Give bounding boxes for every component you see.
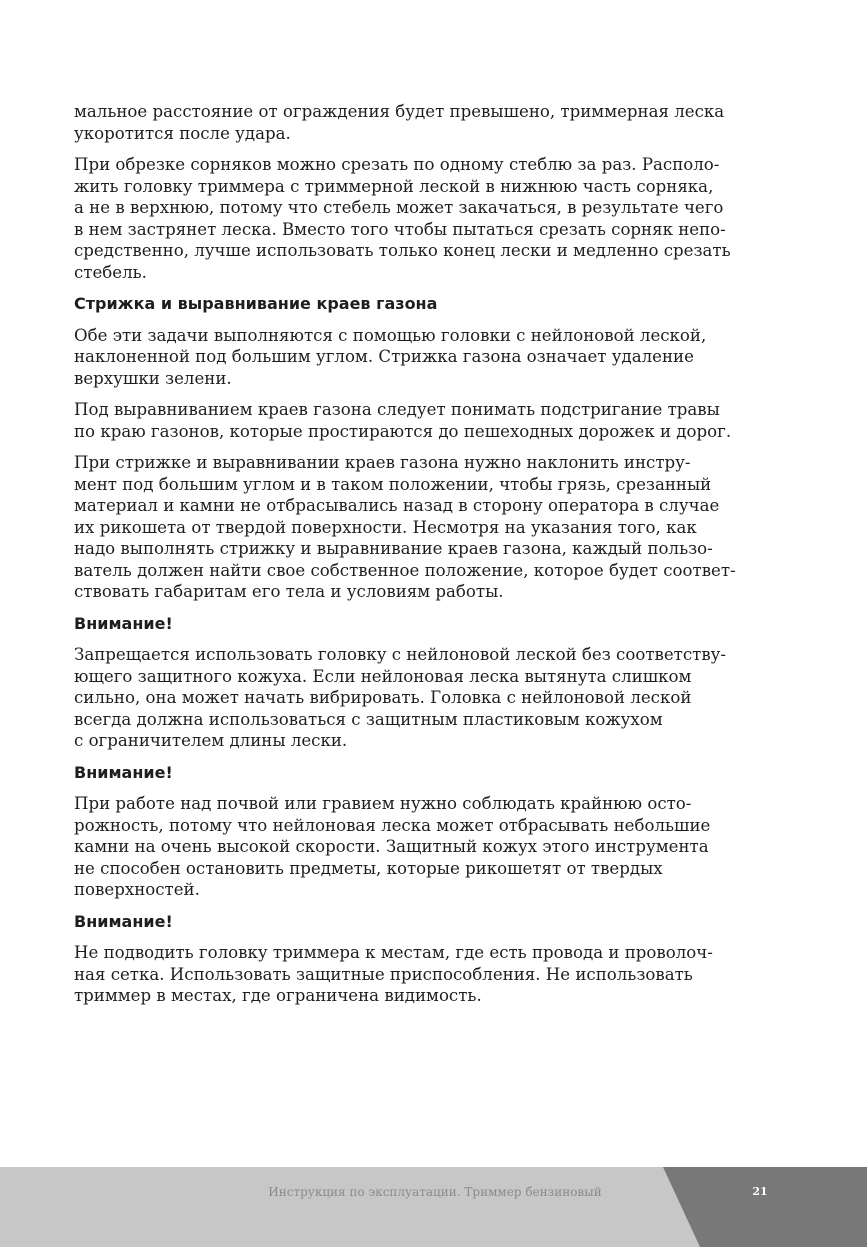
text-line: поверхностей. [74, 880, 200, 899]
text-line: их рикошета от твердой поверхности. Несмотря на указания того, как [74, 517, 697, 537]
text-line: Внимание! [74, 613, 173, 633]
section-heading [74, 911, 774, 933]
text-line: по краю газонов, которые простираются до пешеходных дорожек и дорог. [74, 421, 732, 441]
section-heading [74, 762, 774, 784]
section-heading [74, 613, 774, 635]
text-line: Внимание! [74, 911, 173, 931]
paragraph [74, 644, 774, 752]
text-line: укоротится после удара. [74, 123, 291, 143]
text-line: материал и камни не отбрасывались назад в сторону оператора в случае [74, 496, 720, 515]
document-body [74, 101, 774, 1017]
text-line: в нем застрянет леска. Вместо того чтобы пытаться срезать сорняк непо- [74, 219, 726, 239]
text-line: Обе эти задачи выполняются с помощью головки с нейлоновой леской, [74, 325, 707, 345]
text-line: сильно, она может начать вибрировать. Головка с нейлоновой леской [74, 688, 692, 707]
text-line: Не подводить головку триммера к местам, где есть провода и проволоч- [74, 943, 713, 962]
text-line: не способен остановить предметы, которые рикошетят от твердых [74, 858, 663, 878]
page-footer [0, 1167, 867, 1247]
text-line: жить головку триммера с триммерной леской в нижнюю часть сорняка, [74, 176, 714, 196]
text-line: надо выполнять стрижку и выравнивание краев газона, каждый пользо- [74, 539, 713, 558]
text-line: ющего защитного кожуха. Если нейлоновая леска вытянута слишком [74, 666, 692, 686]
paragraph [74, 793, 774, 901]
text-line: стебель. [74, 262, 147, 282]
text-line: При обрезке сорняков можно срезать по одному стеблю за раз. Располо- [74, 155, 720, 174]
text-line: ная сетка. Использовать защитные приспособления. Не использовать [74, 964, 693, 984]
text-line: с ограничителем длины лески. [74, 731, 348, 750]
text-line: камни на очень высокой скорости. Защитный кожух этого инструмента [74, 837, 709, 856]
text-line: мент под большим углом и в таком положении, чтобы грязь, срезанный [74, 474, 712, 494]
text-line: Запрещается использовать головку с нейлоновой леской без соответству- [74, 645, 727, 664]
paragraph [74, 452, 774, 603]
text-line: При работе над почвой или гравием нужно соблюдать крайнюю осто- [74, 794, 692, 813]
text-line: наклоненной под большим углом. Стрижка газона означает удаление [74, 347, 694, 366]
paragraph [74, 325, 774, 390]
text-line: рожность, потому что нейлоновая леска может отбрасывать небольшие [74, 815, 711, 835]
text-line: а не в верхнюю, потому что стебель может закачаться, в результате чего [74, 198, 724, 217]
text-line: Стрижка и выравнивание краев газона [74, 294, 438, 313]
text-line: мальное расстояние от ограждения будет превышено, триммерная леска [74, 102, 725, 121]
section-heading [74, 293, 774, 315]
footer-dark-band [0, 1167, 867, 1247]
paragraph [74, 399, 774, 442]
paragraph [74, 942, 774, 1007]
text-line: верхушки зелени. [74, 368, 232, 388]
text-line: средственно, лучше использовать только конец лески и медленно срезать [74, 241, 731, 260]
text-line: При стрижке и выравнивании краев газона нужно наклонить инстру- [74, 453, 691, 472]
text-line: Под выравниванием краев газона следует понимать подстригание травы [74, 400, 720, 419]
text-line: всегда должна использоваться с защитным пластиковым кожухом [74, 709, 663, 729]
footer-title: Инструкция по эксплуатации. Триммер бензиновый [268, 1185, 602, 1199]
text-line: ватель должен найти свое собственное положение, которое будет соответ- [74, 560, 736, 580]
paragraph [74, 101, 774, 144]
paragraph [74, 154, 774, 283]
page-number: 21 [752, 1185, 768, 1198]
text-line: ствовать габаритам его тела и условиям работы. [74, 582, 504, 601]
text-line: Внимание! [74, 762, 173, 782]
text-line: триммер в местах, где ограничена видимость. [74, 986, 482, 1005]
